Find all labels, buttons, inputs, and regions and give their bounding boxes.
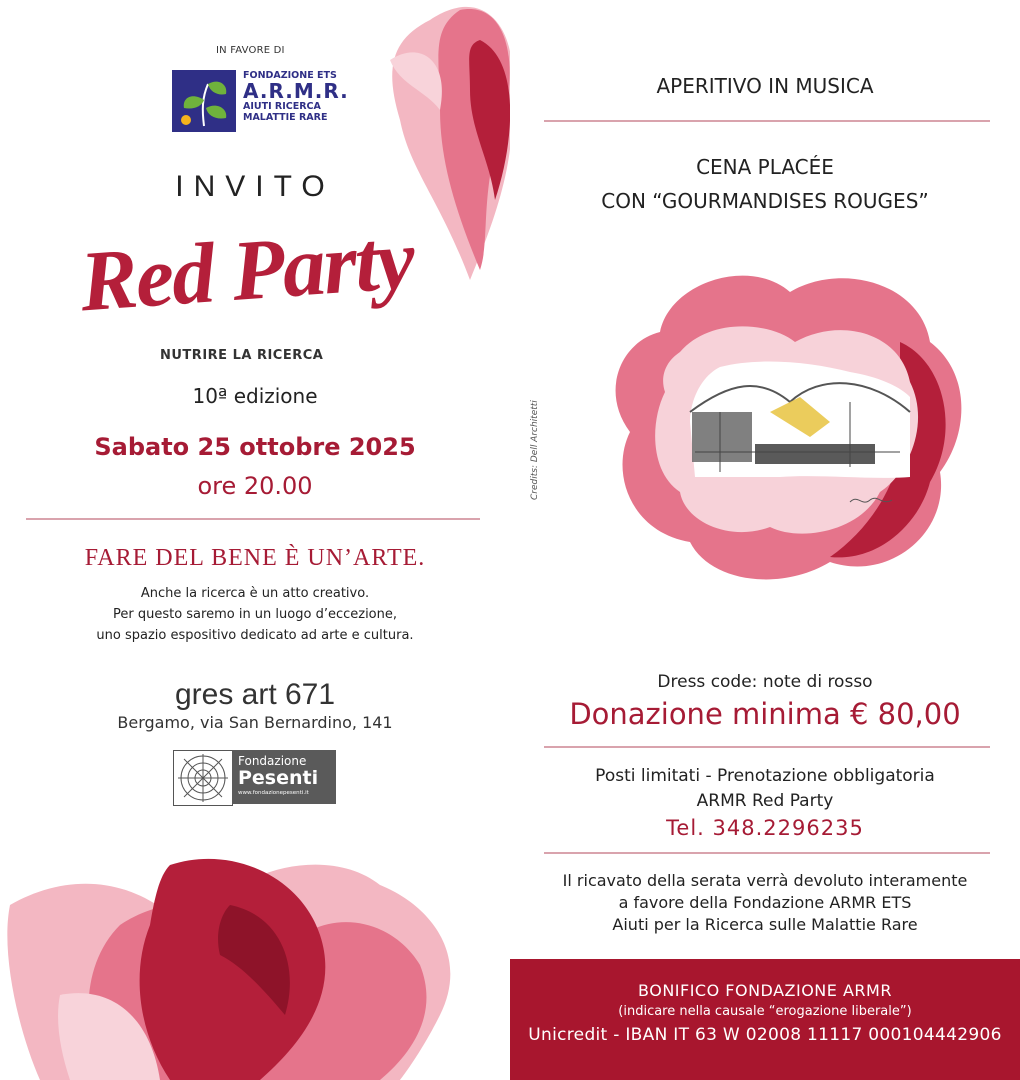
event-subtitle: NUTRIRE LA RICERCA (160, 348, 324, 363)
bank-iban: Unicredit - IBAN IT 63 W 02008 11117 000104442906 (528, 1025, 1002, 1045)
bank-note: (indicare nella causale “erogazione liberale”) (618, 1004, 912, 1019)
slogan-heading: FARE DEL BENE È UN’ARTE. (84, 545, 426, 571)
minimum-donation: Donazione minima € 80,00 (569, 697, 961, 731)
dinner-heading (510, 150, 1020, 218)
divider (26, 518, 480, 520)
divider (544, 120, 990, 122)
invitation-right-panel (510, 0, 1020, 1080)
description-line: Anche la ricerca è un atto creativo. (140, 586, 370, 601)
invito-heading: INVITO (175, 170, 335, 203)
in-favor-label: IN FAVORE DI (216, 45, 285, 56)
image-credits: Credits: Dell Architetti (530, 400, 540, 500)
aperitivo-heading: APERITIVO IN MUSICA (656, 74, 874, 98)
logo-line-1: FONDAZIONE ETS (243, 70, 337, 81)
booking-line-2: ARMR Red Party (696, 791, 834, 811)
bank-transfer-box (510, 959, 1020, 1080)
bank-title: BONIFICO FONDAZIONE ARMR (638, 981, 892, 1000)
armr-logo-text (243, 70, 363, 123)
rose-bottom-illustration (0, 845, 510, 1080)
phone-number: Tel. 348.2296235 (666, 816, 864, 840)
edition-label: 10ª edizione (192, 384, 318, 408)
logo-line-4: MALATTIE RARE (243, 112, 328, 123)
dinner-line-1: CENA PLACÉE (696, 155, 834, 179)
logo-line-3: AIUTI RICERCA (243, 101, 321, 112)
description-text (0, 583, 510, 646)
proceeds-note (510, 870, 1020, 936)
dinner-line-2: CON “GOURMANDISES ROUGES” (601, 189, 929, 213)
proceeds-line: Aiuti per la Ricerca sulle Malattie Rare (612, 915, 918, 934)
venue-name: gres art 671 (174, 678, 336, 711)
booking-info (510, 764, 1020, 814)
dress-code: Dress code: note di rosso (657, 672, 873, 692)
pesenti-logo-text (232, 750, 336, 804)
divider (544, 746, 990, 748)
web-pattern-icon (174, 751, 232, 805)
sponsor-url: www.fondazionepesenti.it (238, 790, 309, 796)
logo-line-2: A.R.M.R. (243, 79, 349, 103)
booking-line-1: Posti limitati - Prenotazione obbligatoria (595, 766, 935, 786)
description-line: uno spazio espositivo dedicato ad arte e cultura. (96, 628, 414, 643)
description-line: Per questo saremo in un luogo d’eccezione, (112, 607, 397, 622)
sponsor-line-1: Fondazione (238, 754, 307, 768)
event-time: ore 20.00 (197, 472, 313, 500)
event-date: Sabato 25 ottobre 2025 (94, 433, 416, 461)
armr-logo-icon (172, 70, 236, 132)
proceeds-line: a favore della Fondazione ARMR ETS (618, 893, 912, 912)
venue-address: Bergamo, via San Bernardino, 141 (117, 713, 393, 732)
event-title: Red Party (77, 210, 417, 330)
sponsor-line-2: Pesenti (238, 767, 319, 789)
leaf-icon (172, 70, 236, 132)
pesenti-logo-icon (173, 750, 233, 806)
proceeds-line: Il ricavato della serata verrà devoluto interamente (562, 871, 968, 890)
divider (544, 852, 990, 854)
venue-sketch-illustration (600, 262, 970, 592)
